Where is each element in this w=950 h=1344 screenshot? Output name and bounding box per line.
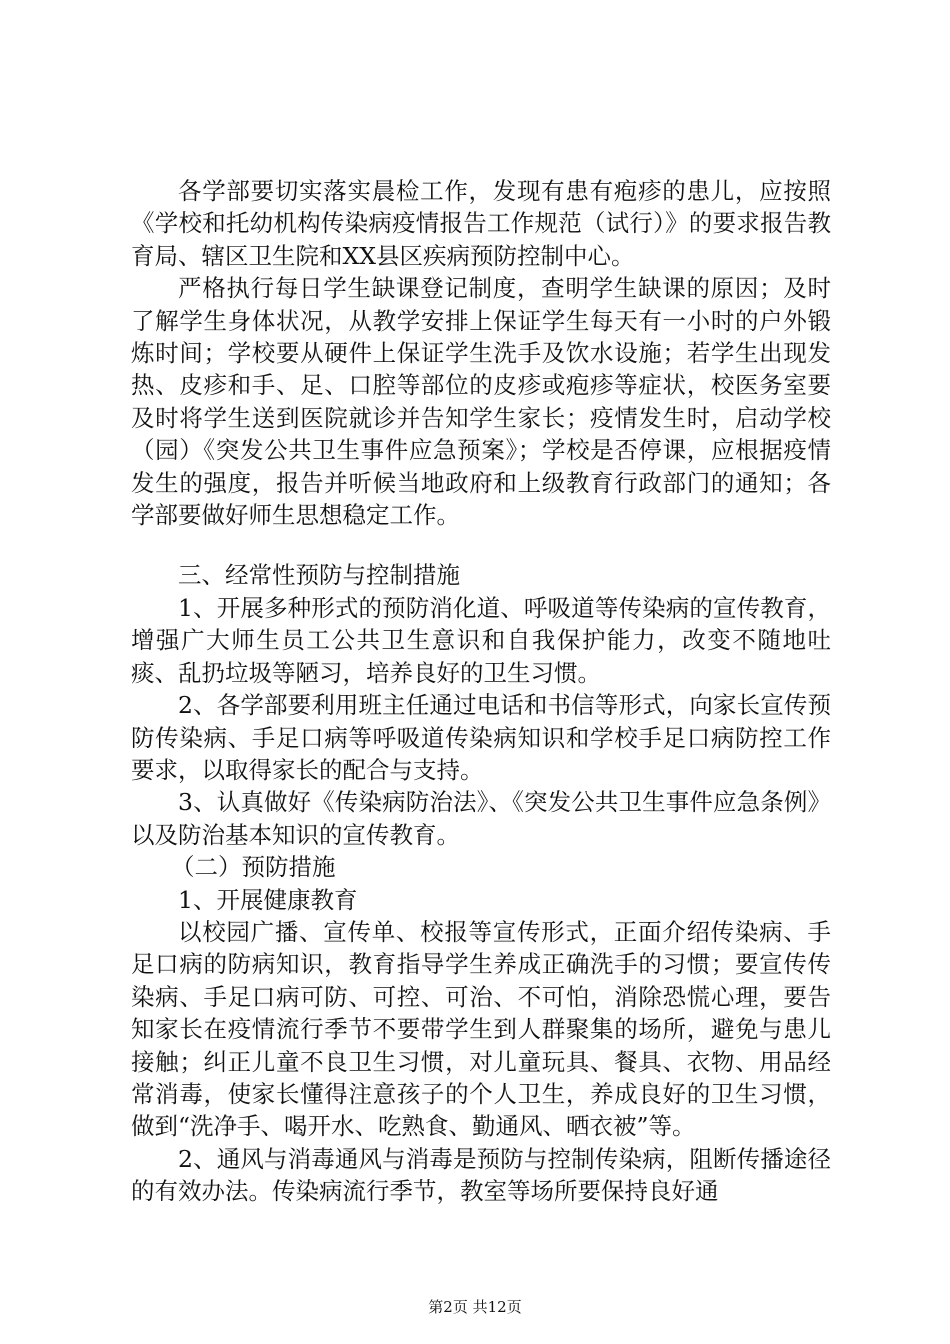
document-body	[131, 175, 831, 1208]
page-footer: 第2页 共12页	[428, 1298, 522, 1316]
paragraph-item-1-publicity: 1、开展多种形式的预防消化道、呼吸道等传染病的宣传教育，增强广大师生员工公共卫生意识和自我保护能力，改变不随地吐痰、乱扔垃圾等陋习，培养良好的卫生习惯。	[131, 593, 831, 687]
subheading-health-education: 1、开展健康教育	[178, 885, 358, 914]
paragraph-item-2-parents: 2、各学部要利用班主任通过电话和书信等形式，向家长宣传预防传染病、手足口病等呼吸道传染病知识和学校手足口病防控工作要求，以取得家长的配合与支持。	[131, 691, 831, 784]
paragraph-item-3-law-education: 3、认真做好《传染病防治法》、《突发公共卫生事件应急条例》以及防治基本知识的宣传教育。	[131, 788, 831, 849]
subsection-heading-prevention-measures: （二）预防措施	[171, 853, 336, 882]
section-heading-regular-prevention: 三、经常性预防与控制措施	[178, 561, 460, 590]
paragraph-absence-registration: 严格执行每日学生缺课登记制度，查明学生缺课的原因；及时了解学生身体状况，从教学安排上保证学生每天有一小时的户外锻炼时间；学校要从硬件上保证学生洗手及饮水设施；若学生出现发热、皮疹和手、足、口腔等部位的皮疹或疱疹等症状，校医务室要及时将学生送到医院就诊并告知学生家长；疫情发生时，启动学校（园）《突发公共卫生事件应急预案》；学校是否停课，应根据疫情发生的强度，报告并听候当地政府和上级教育行政部门的通知；各学部要做好师生思想稳定工作。	[131, 274, 831, 530]
paragraph-morning-check: 各学部要切实落实晨检工作，发现有患有疱疹的患儿，应按照《学校和托幼机构传染病疫情报告工作规范（试行）》的要求报告教育局、辖区卫生院和XX县区疾病预防控制中心。	[131, 177, 831, 270]
paragraph-gap	[131, 531, 831, 559]
paragraph-health-education: 以校园广播、宣传单、校报等宣传形式，正面介绍传染病、手足口病的防病知识，教育指导学生养成正确洗手的习惯；要宣传传染病、手足口病可防、可控、可治、不可怕，消除恐慌心理，要告知家长在疫情流行季节不要带学生到人群聚集的场所，避免与患儿接触；纠正儿童不良卫生习惯，对儿童玩具、餐具、衣物、用品经常消毒，使家长懂得注意孩子的个人卫生，养成良好的卫生习惯，做到“洗净手、喝开水、吃熟食、勤通风、晒衣被”等。	[131, 917, 831, 1141]
paragraph-ventilation-disinfection: 2、通风与消毒通风与消毒是预防与控制传染病，阻断传播途径的有效办法。传染病流行季节，教室等场所要保持良好通	[131, 1144, 831, 1206]
